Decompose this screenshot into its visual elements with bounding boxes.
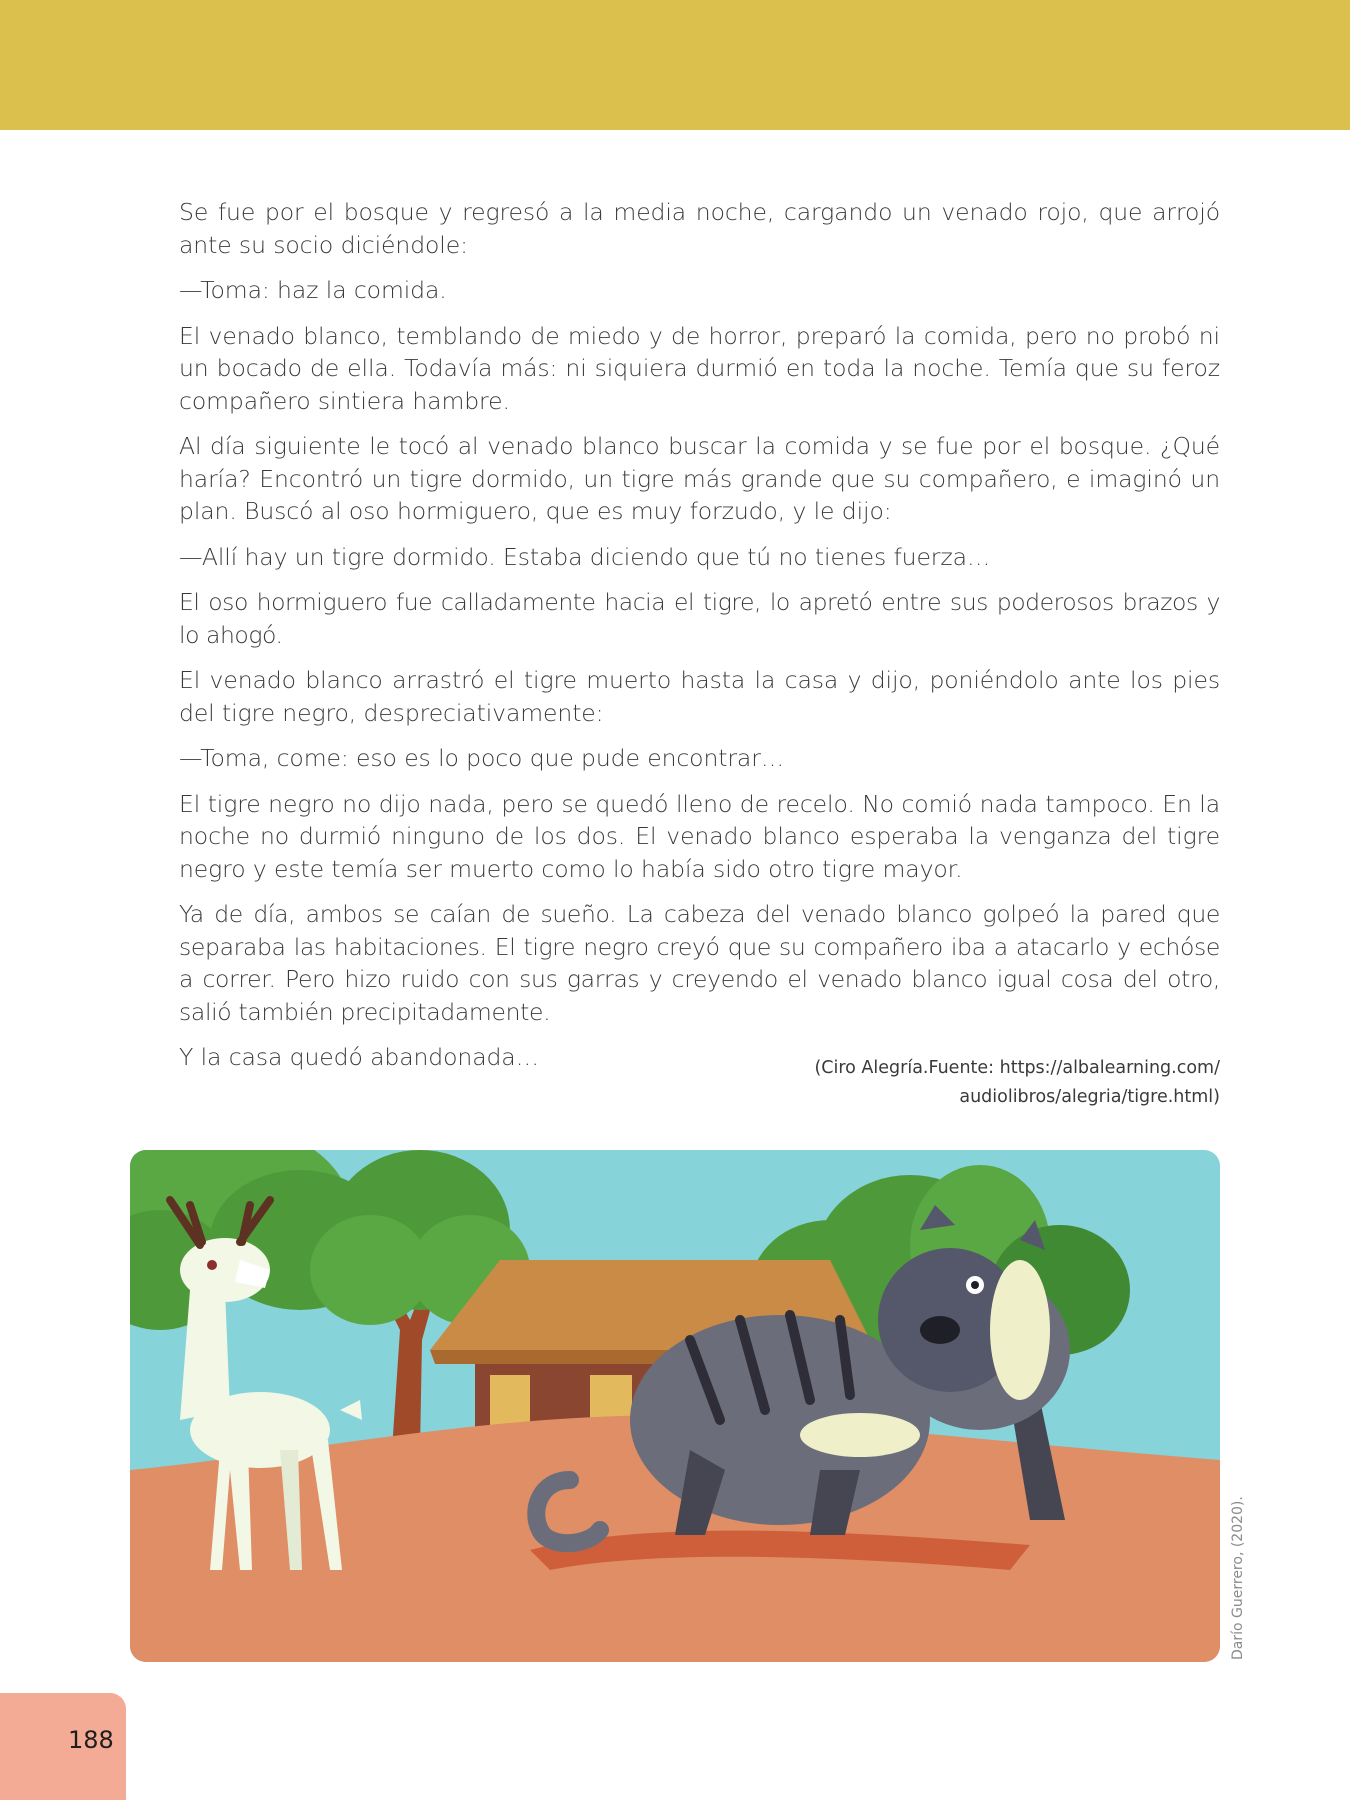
paragraph: El tigre negro no dijo nada, pero se quedó lleno de recelo. No comió nada tampoco. En la noche no durmió ninguno de los dos. El venado blanco esperaba la venganza del tigre negro y este temía ser muerto como lo había sido otro tigre mayor.	[179, 789, 1220, 883]
paragraph: Ya de día, ambos se caían de sueño. La cabeza del venado blanco golpeó la pared que separaba las habitaciones. El tigre negro creyó que su compañero iba a atacarlo y echóse a correr. Pero hizo ruido con sus garras y creyendo el venado blanco igual cosa del otro, salió también precipitadamente.	[179, 900, 1220, 1026]
paragraph: —Toma, come: eso es lo poco que pude encontrar…	[179, 744, 785, 772]
paragraph: El venado blanco arrastró el tigre muerto hasta la casa y dijo, poniéndolo ante los pies del tigre negro, despreciativamente:	[179, 666, 1220, 727]
page-number: 188	[68, 1726, 114, 1754]
paragraph: —Allí hay un tigre dormido. Estaba diciendo que tú no tienes fuerza…	[179, 542, 991, 571]
illustration-credit: Darío Guerrero, (2020).	[1230, 1496, 1246, 1660]
paragraph: Se fue por el bosque y regresó a la media noche, cargando un venado rojo, que arrojó ante su socio diciéndole:	[179, 198, 1220, 259]
header-band	[0, 0, 1350, 130]
story-illustration	[130, 1150, 1220, 1662]
paragraph: Al día siguiente le tocó al venado blanco buscar la comida y se fue por el bosque. ¿Qué haría? Encontró un tigre dormido, un tigre más grande que su compañero, e imaginó un plan. Buscó al oso hormiguero, que es muy forzudo, y le dijo:	[179, 432, 1220, 525]
paragraph: El venado blanco, temblando de miedo y de horror, preparó la comida, pero no probó ni un bocado de ella. Todavía más: ni siquiera durmió en toda la noche. Temía que su feroz compañero sintiera hambre.	[179, 321, 1220, 415]
paragraph: El oso hormiguero fue calladamente hacia el tigre, lo apretó entre sus poderosos brazos y lo ahogó.	[179, 588, 1220, 649]
story-text	[179, 196, 1220, 1087]
citation-line: audiolibros/alegria/tigre.html)	[959, 1087, 1220, 1107]
citation-line: (Ciro Alegría.Fuente: https://albalearning.com/	[814, 1058, 1220, 1078]
deer-and-tiger-scene	[130, 1150, 1220, 1662]
paragraph: Y la casa quedó abandonada…	[179, 1043, 540, 1071]
paragraph: —Toma: haz la comida.	[179, 276, 447, 304]
source-citation	[700, 1054, 1220, 1112]
